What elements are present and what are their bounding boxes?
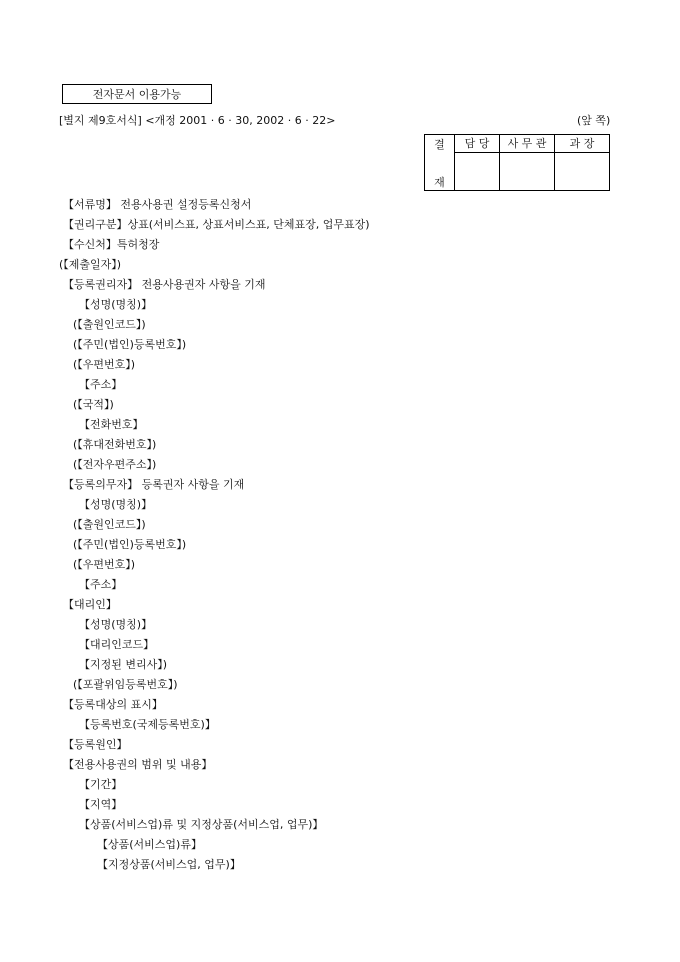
form-field-line: 【지정된 변리사】) [79,658,168,671]
form-field-line: 【기간】 [79,778,123,791]
form-field-line: (【출원인코드】) [73,318,146,331]
approval-side-top: 결 [434,138,445,151]
form-field-line: 【주소】 [79,578,123,591]
form-field-line: 【대리인】 [63,598,117,611]
form-field-line: 【등록대상의 표시】 [63,698,163,711]
form-field-line: (【주민(법인)등록번호】) [73,338,187,351]
form-field-line: 【전용사용권의 범위 및 내용】 [63,758,213,771]
form-field-line: (【휴대전화번호】) [73,438,157,451]
form-field-line: 【등록의무자】 등록권자 사항을 기재 [63,478,245,491]
page-side-note: (앞 쪽) [577,114,611,127]
form-field-line: (【제출일자】) [59,258,122,271]
form-field-line: 【지역】 [79,798,123,811]
badge-label: 전자문서 이용가능 [92,88,182,101]
form-field-line: 【대리인코드】 [79,638,155,651]
form-field-line: 【권리구분】상표(서비스표, 상표서비스표, 단체표장, 업무표장) [63,218,370,231]
approval-header-chief: 과 장 [555,135,610,153]
form-field-line: 【상품(서비스업)류】 [97,838,202,851]
form-field-line: (【국적】) [73,398,114,411]
form-field-line: (【출원인코드】) [73,518,146,531]
form-field-line: (【우편번호】) [73,558,136,571]
form-field-line: 【등록원인】 [63,738,128,751]
form-field-line: 【전화번호】 [79,418,144,431]
form-field-line: 【주소】 [79,378,123,391]
form-field-line: 【성명(명칭)】 [79,298,153,311]
approval-side-bottom: 재 [434,176,445,189]
approval-header-officer: 사 무 관 [500,135,555,153]
form-field-line: (【전자우편주소】) [73,458,157,471]
form-field-line: 【등록번호(국제등록번호)】 [79,718,216,731]
electronic-document-badge [62,84,212,104]
form-field-line: 【지정상품(서비스업, 업무)】 [97,858,241,871]
form-field-line: 【상품(서비스업)류 및 지정상품(서비스업, 업무)】 [79,818,324,831]
form-fields [59,195,370,875]
form-field-line: 【서류명】 전용사용권 설정등록신청서 [63,198,252,211]
approval-sign-chief[interactable] [555,152,610,190]
approval-table [424,134,610,191]
form-field-line: 【등록권리자】 전용사용권자 사항을 기재 [63,278,266,291]
form-reference: [별지 제9호서식] <개정 2001 · 6 · 30, 2002 · 6 · 22> [59,114,336,127]
form-field-line: 【수신처】특허청장 [63,238,160,251]
form-field-line: (【주민(법인)등록번호】) [73,538,187,551]
approval-header-staff: 담 당 [455,135,500,153]
approval-sign-officer[interactable] [500,152,555,190]
approval-sign-staff[interactable] [455,152,500,190]
form-field-line: 【성명(명칭)】 [79,618,153,631]
form-field-line: 【성명(명칭)】 [79,498,153,511]
form-field-line: (【우편번호】) [73,358,136,371]
form-field-line: (【포괄위임등록번호】) [73,678,178,691]
approval-side-cell [425,135,455,191]
